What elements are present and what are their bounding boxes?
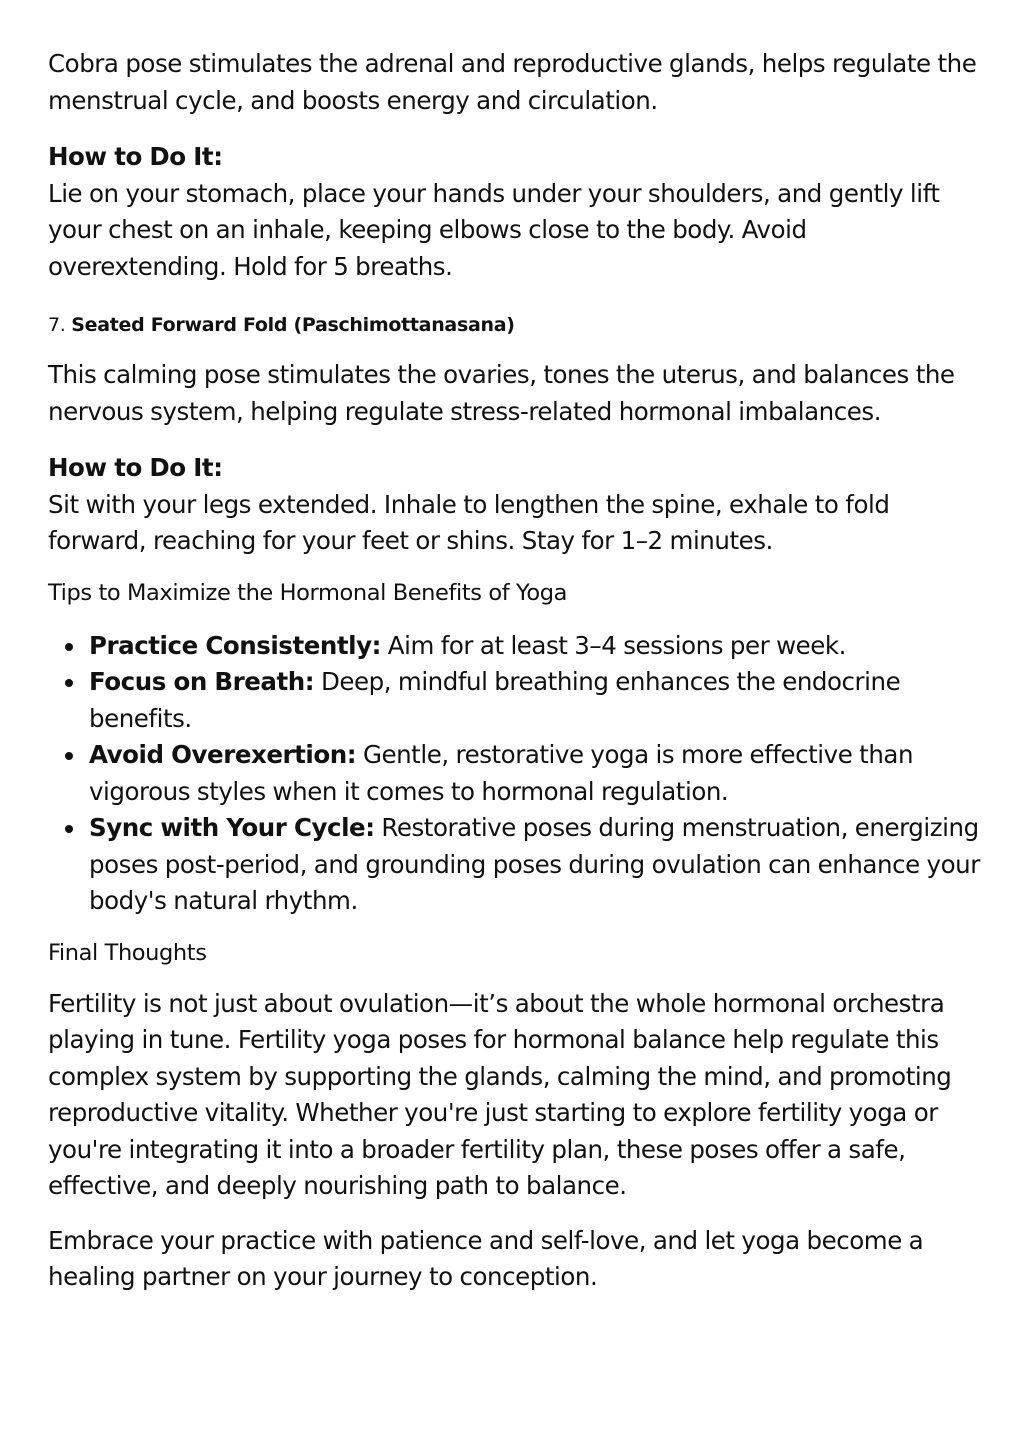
list-item xyxy=(89,810,988,920)
cobra-how-to-label: How to Do It: xyxy=(48,142,223,171)
final-paragraph-1: Fertility is not just about ovulation—it’s about the whole hormonal orchestra playing in tune. Fertility yoga poses for hormonal balance help regulate this complex system by supporting the glands, calming the mind, and promoting reproductive vitality. Whether you're just starting to explore fertility yoga or you're integrating it into a broader fertility plan, these poses offer a safe, effective, and deeply nourishing path to balance. xyxy=(48,988,952,1200)
seated-fold-number: 7. xyxy=(48,314,66,336)
bullet-icon xyxy=(65,752,73,760)
tip-text: Restorative poses during menstruation, energizing poses post-period, and grounding poses during ovulation can enhance your body's natural rhythm. xyxy=(89,813,980,915)
document-page xyxy=(48,46,988,1296)
list-item xyxy=(89,664,988,737)
tips-heading: Tips to Maximize the Hormonal Benefits of Yoga xyxy=(48,579,567,606)
seated-fold-how-to-text: Sit with your legs extended. Inhale to lengthen the spine, exhale to fold forward, reaching for your feet or shins. Stay for 1–2 minutes. xyxy=(48,489,890,555)
tip-text: Aim for at least 3–4 sessions per week. xyxy=(380,630,846,660)
seated-fold-description: This calming pose stimulates the ovaries, tones the uterus, and balances the nervous system, helping regulate stress-related hormonal imbalances. xyxy=(48,360,955,426)
tips-list xyxy=(48,628,988,920)
cobra-description: Cobra pose stimulates the adrenal and reproductive glands, helps regulate the menstrual cycle, and boosts energy and circulation. xyxy=(48,49,977,115)
tip-label: Avoid Overexertion: xyxy=(89,740,357,769)
list-item xyxy=(89,628,988,665)
cobra-how-to-text: Lie on your stomach, place your hands under your shoulders, and gently lift your chest on an inhale, keeping elbows close to the body. Avoid overextending. Hold for 5 breaths. xyxy=(48,178,940,281)
seated-fold-heading xyxy=(48,311,988,339)
tip-label: Focus on Breath: xyxy=(89,667,315,696)
tip-text: Gentle, restorative yoga is more effective than vigorous styles when it comes to hormonal regulation. xyxy=(89,740,914,806)
tip-label: Practice Consistently: xyxy=(89,630,381,660)
bullet-icon xyxy=(65,643,73,651)
bullet-icon xyxy=(65,679,73,687)
final-paragraph-2: Embrace your practice with patience and self-love, and let yoga become a healing partner on your journey to conception. xyxy=(48,1225,924,1291)
cobra-how-to xyxy=(48,139,988,285)
final-thoughts-heading: Final Thoughts xyxy=(48,939,207,966)
list-item xyxy=(89,737,988,810)
seated-fold-title: Seated Forward Fold (Paschimottanasana) xyxy=(71,314,515,336)
seated-fold-how-to-label: How to Do It: xyxy=(48,453,223,482)
tip-text: Deep, mindful breathing enhances the endocrine benefits. xyxy=(89,667,901,733)
tip-label: Sync with Your Cycle: xyxy=(89,813,375,842)
bullet-icon xyxy=(65,825,73,833)
seated-fold-how-to xyxy=(48,450,988,560)
